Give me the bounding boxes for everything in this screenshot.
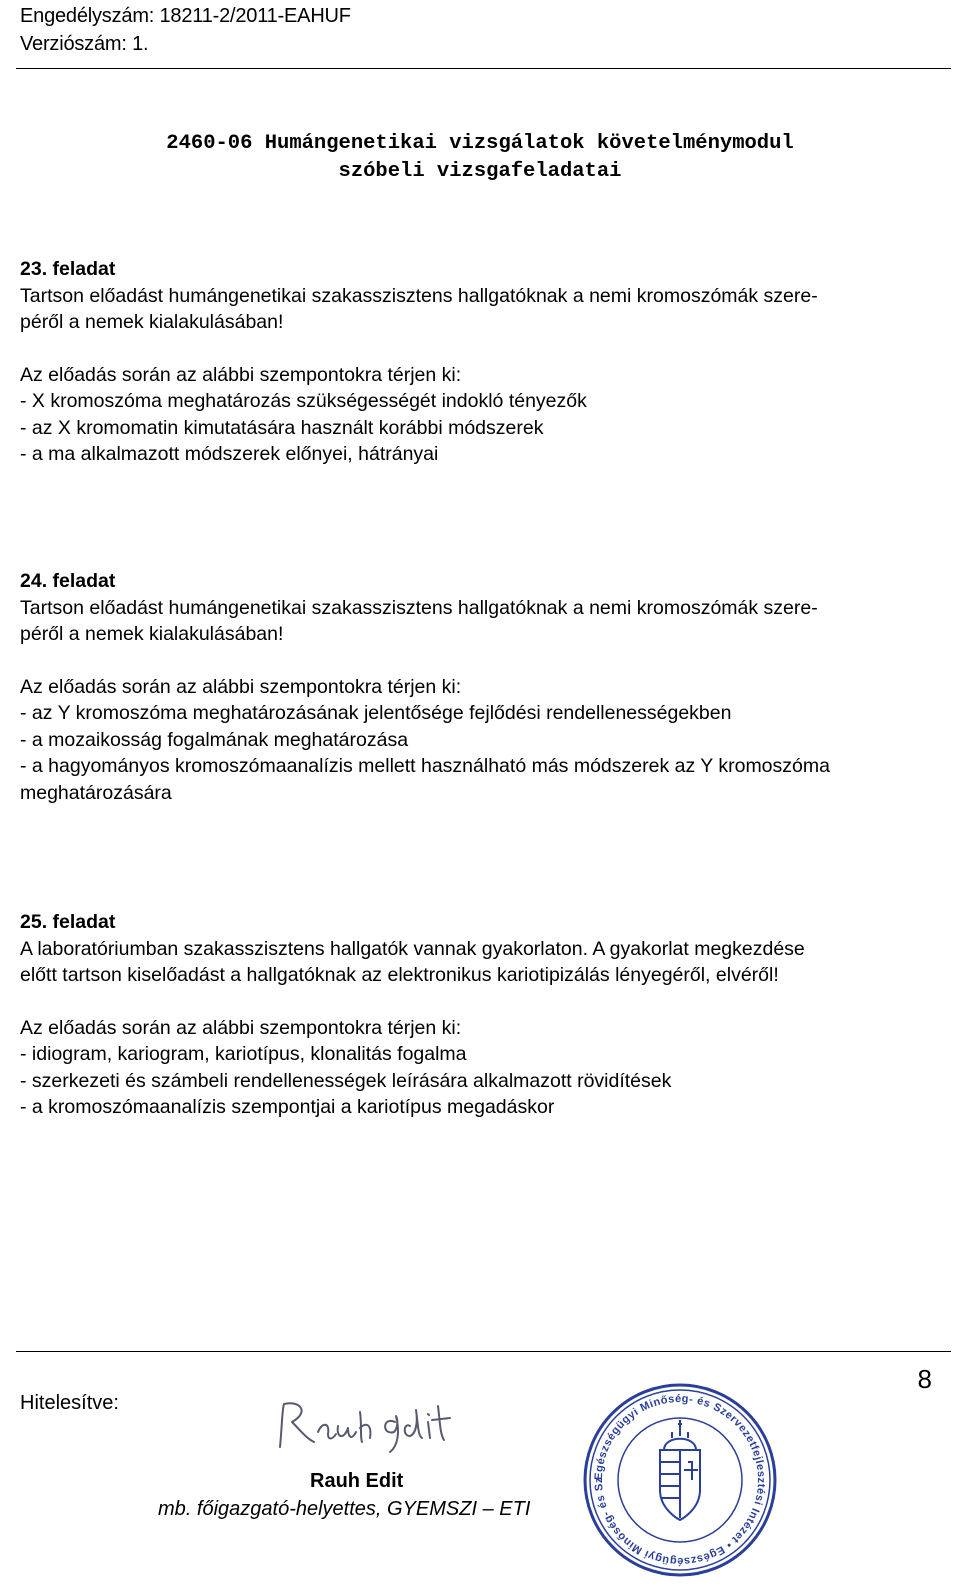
document-title	[0, 130, 960, 186]
task-point: - az Y kromoszóma meghatározásának jelentősége fejlődési rendellenességekben	[20, 702, 732, 724]
task-lead: Az előadás során az alábbi szempontokra térjen ki:	[20, 363, 462, 386]
task-intro-line: előtt tartson kiselőadást a hallgatóknak az elektronikus kariotipizálás lényegéről, elvéről!	[20, 964, 779, 986]
official-seal	[580, 1380, 780, 1585]
task-intro-line: péről a nemek kialakulásában!	[20, 311, 284, 333]
task-23	[20, 256, 950, 468]
handwritten-signature	[270, 1392, 470, 1467]
license-number: Engedélyszám: 18211-2/2011-EAHUF	[20, 5, 351, 27]
task-point: - a kromoszómaanalízis szempontjai a kariotípus megadáskor	[20, 1096, 555, 1118]
certified-label: Hitelesítve:	[20, 1392, 119, 1414]
task-25	[20, 909, 950, 1121]
task-title: 25. feladat	[20, 911, 116, 933]
task-intro-line: péről a nemek kialakulásában!	[20, 623, 284, 645]
task-point: - a hagyományos kromoszómaanalízis mellett használható más módszerek az Y kromoszóma	[20, 755, 830, 777]
header-divider	[16, 68, 951, 69]
task-title: 24. feladat	[20, 570, 116, 592]
signer-name: Rauh Edit	[310, 1470, 404, 1492]
document-title-line-1: 2460-06 Humángenetikai vizsgálatok követelménymodul	[166, 132, 794, 155]
page-number: 8	[917, 1364, 932, 1394]
task-point: - a mozaikosság fogalmának meghatározása	[20, 728, 409, 751]
task-intro-line: Tartson előadást humángenetikai szakasszisztens hallgatóknak a nemi kromoszómák szere-	[20, 596, 818, 619]
task-point: - a ma alkalmazott módszerek előnyei, hátrányai	[20, 443, 439, 465]
task-point: - az X kromomatin kimutatására használt korábbi módszerek	[20, 416, 544, 439]
task-24	[20, 568, 950, 806]
task-point: - idiogram, kariogram, kariotípus, klonalitás fogalma	[20, 1043, 467, 1065]
task-intro-line: A laboratóriumban szakasszisztens hallgatók vannak gyakorlaton. A gyakorlat megkezdése	[20, 937, 805, 960]
version-number: Verziószám: 1.	[20, 33, 149, 55]
document-title-line-2: szóbeli vizsgafeladatai	[338, 160, 622, 183]
svg-text:Egészségügyi Minőség- és Szerv: Egészségügyi Minőség- és Szervezetfejlesztési Intézet • Egészségügyi Minőség- és Sz	[592, 1392, 768, 1568]
task-lead: Az előadás során az alábbi szempontokra térjen ki:	[20, 1016, 462, 1039]
task-point: - szerkezeti és számbeli rendellenességek leírására alkalmazott rövidítések	[20, 1069, 672, 1092]
task-intro-line: Tartson előadást humángenetikai szakasszisztens hallgatóknak a nemi kromoszómák szere-	[20, 284, 818, 307]
footer-divider	[16, 1351, 951, 1352]
signer-role: mb. főigazgató-helyettes, GYEMSZI – ETI	[158, 1498, 531, 1520]
task-point: meghatározására	[20, 781, 172, 804]
page-header	[20, 2, 351, 58]
task-lead: Az előadás során az alábbi szempontokra térjen ki:	[20, 675, 462, 698]
task-point: - X kromoszóma meghatározás szükségességét indokló tényezők	[20, 390, 587, 412]
task-title: 23. feladat	[20, 258, 116, 280]
